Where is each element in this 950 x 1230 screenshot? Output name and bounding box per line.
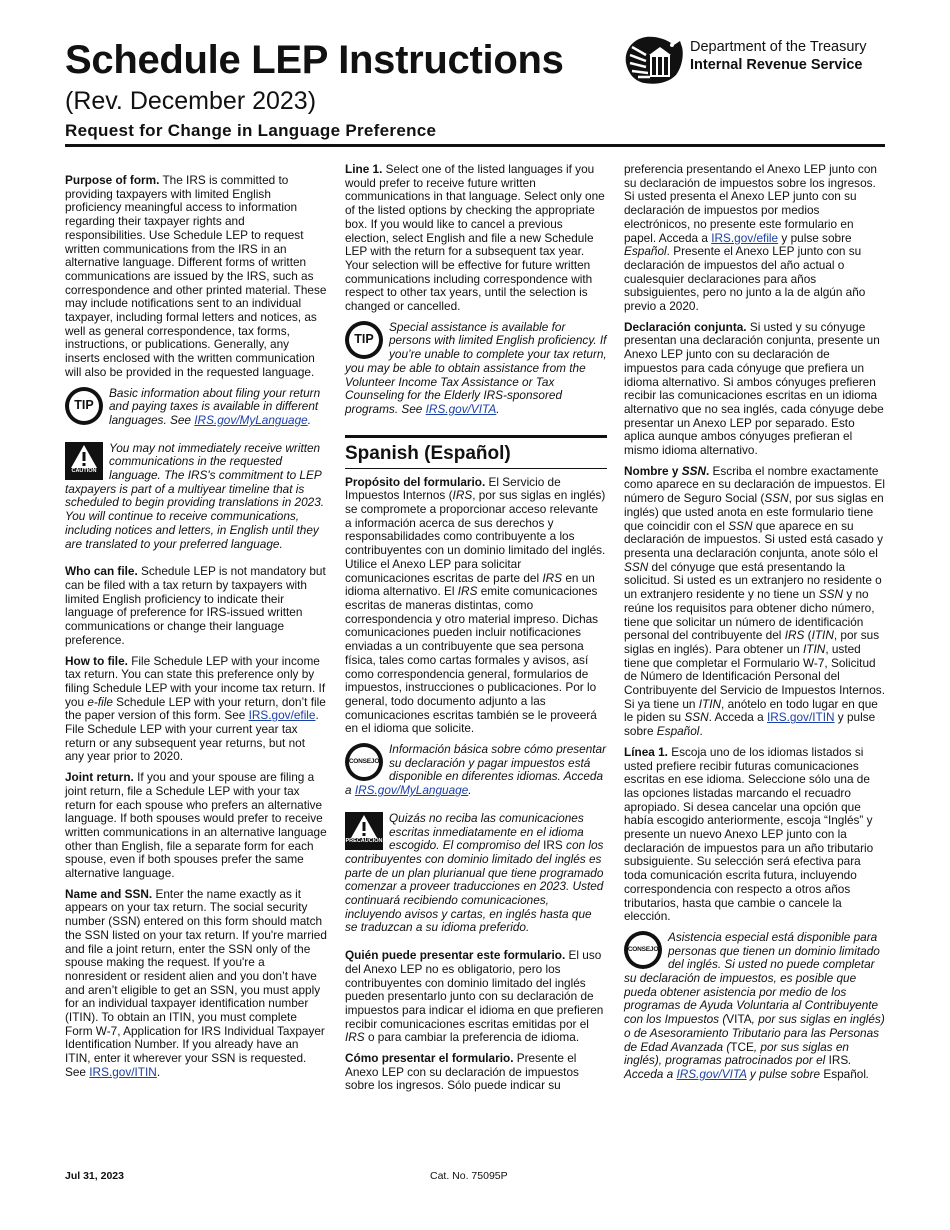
department-line-2: Internal Revenue Service [690,57,863,73]
joint-return-heading: Joint return. [65,770,134,785]
irs-term: IRS [345,1030,365,1045]
declaracion-conjunta-paragraph [624,321,886,458]
name-ssn-text: Enter the name exactly as it appears on your tax return. The social security number (SSN) entered on this form should match the SSN listed on your tax return. If you're married and file a joint return, enter the SSN only of the spouse making the request. If you're a nonresident or resident alien and you don’t have and aren’t eligible to get an SSN, you must apply for an individual taxpayer identification number (ITIN). To obtain an ITIN, you must complete Form W-7, Application for IRS Individual Taxpayer Identification Number. If you already have an ITIN, enter it wherever your SSN is requested. See [65,886,327,1079]
caution-badge-label: CAUTION [71,467,97,474]
caution-note [65,442,327,552]
espanol-term: Español [624,244,667,259]
consejo-text: Información básica sobre cómo presentar su declaración y pagar impuestos está disponible en diferentes idiomas. Acceda a [345,742,607,798]
proposito-text-4: emite comunicaciones escritas de maneras distintas, como correspondencia y otro material impreso. Dichas comunicaciones pueden incluir notificaciones enviadas a un contribuyente que sea persona física, tales como cartas formales y avisos, así como correspondencia general, formularios de impuestos, instrucciones o publicaciones. Por lo general, todo documento adjunto a las comunicaciones escritas también se le proveerá en el idioma que solicite. [345,584,599,736]
ssn-term: SSN [681,463,706,478]
purpose-text: The IRS is committed to providing taxpayers with limited English proficiency meaningful access to information regarding their taxpayer rights and responsibilities. Use Schedule LEP to request written communications from the IRS in an alternative language. Different forms of written communications are issued by the IRS, such as correspondence and other printed material. These may include notifications sent to an individual taxpayer, including formal letters and notices, as well as general correspondence, tax forms, instructions, or publications. Generally, any inserts enclosed with the written communication will also be provided in the requested language. [65,173,327,379]
consejo-icon [345,743,383,781]
itin-term: ITIN [803,641,826,656]
name-ssn-heading: Name and SSN. [65,886,153,901]
nombre-text: , por sus siglas en inglés) que usted anota en este formulario tiene que coincidir con el [624,491,884,533]
purpose-paragraph [65,174,327,380]
header-rule [65,144,885,147]
column-2 [345,163,607,1100]
consejo-badge-label: CONSEJO [349,747,379,777]
proposito-text-3: en un idioma alternativo. El [345,570,595,599]
itin-link[interactable]: IRS.gov/ITIN [89,1064,157,1079]
nombre-ssn-paragraph [624,465,886,739]
tce-term: TCE [730,1039,754,1054]
department-name [690,38,867,74]
vita-link-es[interactable]: IRS.gov/VITA [676,1067,747,1081]
how-to-file-text-2: Schedule LEP with your return, don’t file the paper version of this form. See [65,694,326,723]
itin-term: ITIN [698,696,722,711]
page-subtitle: Request for Change in Language Preference [65,121,437,140]
ssn-term: SSN [728,518,753,533]
quien-paragraph [345,949,607,1045]
linea-1-text: Escoja uno de los idiomas listados si usted prefiere recibir futuras comunicaciones escritas en ese idioma. Seleccione sólo una de las opciones listadas marcando el recuadro apropiado. Si desea cancelar una opción que había escogido anteriormente, escoja “Inglés” y presente un nuevo Anexo LEP junto con la declaración de impuestos para un año tributario subsiguiente. Su selección será efectiva para toda comunicación escrita futura, incluyendo correspondencia con respecto a otros años tributarios, hasta que cambie o cancele la elección. [624,744,874,924]
vita-link[interactable]: IRS.gov/VITA [425,401,497,416]
ssn-term: SSN [624,559,649,574]
ssn-term: SSN [764,491,789,506]
efile-link-es[interactable]: IRS.gov/efile [711,230,779,245]
spanish-heading-underline [345,468,607,469]
nombre-text: del cónyuge que está presentando la solicitud. Si usted es un extranjero no residente o un extranjero residente y no tiene un [624,559,882,602]
line-1-paragraph [345,163,607,314]
name-ssn-end: . [156,1064,161,1079]
line-1-heading: Line 1. [345,162,383,176]
irs-term: IRS [542,570,563,585]
caution-icon [65,442,103,480]
how-to-file-paragraph [65,655,327,765]
department-line-1: Department of the Treasury [690,39,867,55]
consejo-text-2: , por sus siglas en inglés) o de Asesoramiento Tributario para las Personas de Edad Avanzada ( [624,1012,885,1054]
precaucion-badge-label: PRECAUCIÓN [345,838,383,845]
nombre-text: , anótelo en todo lugar en que le piden su [624,696,878,725]
spanish-heading: Spanish (Español) [345,442,511,464]
proposito-paragraph [345,476,607,736]
como-heading: Cómo presentar el formulario. [345,1051,514,1066]
nombre-text: y no reúne los requisitos para obtener dicho número, tiene que solicitar un número de identificación personal del contribuyente del [624,587,875,643]
continuation-text-2: y pulse sobre [778,230,852,245]
who-can-file-heading: Who can file. [65,564,138,579]
consejo-text-end: . [866,1067,870,1081]
column-3 [624,163,886,1096]
tip-text: Special assistance is available for persons with limited English proficiency. If you’re unable to complete your tax return, you may be able to obtain assistance from the Volunteer Income Tax Assistance or Tax Counseling for the Elderly IRS-sponsored programs. See [345,319,607,416]
espanol-term: Español [823,1067,866,1081]
efile-link[interactable]: IRS.gov/efile [248,708,316,723]
how-to-file-heading: How to file. [65,653,128,668]
spanish-section-rule [345,435,607,438]
my-language-link[interactable]: IRS.gov/MyLanguage [194,412,308,427]
continuation-text: preferencia presentando el Anexo LEP junto con su declaración de impuestos sobre los ingresos. Si usted presenta el Anexo LEP junto con su declaración de impuestos por medios electrónicos, no presente este formulario en papel. Acceda a [624,162,877,245]
itin-term: ITIN [811,628,834,643]
itin-link-es[interactable]: IRS.gov/ITIN [766,710,835,725]
catalog-number: Cat. No. 75095P [430,1170,508,1182]
nombre-heading-end: . [705,463,710,478]
name-ssn-paragraph [65,888,327,1080]
nombre-text: , por sus siglas en inglés). Para obtener un [624,628,880,656]
nombre-text: . Acceda a [708,710,767,725]
nombre-text-end: . [699,724,703,739]
irs-term: IRS [543,838,563,853]
consejo-text: Asistencia especial está disponible para personas que tienen un dominio limitado del inglés. Si usted no puede completar su declaración de impuestos, es posible que pueda obtener asistencia por medio de los programas de Ayuda Voluntaria al Contribuyente con los Impuestos ( [624,929,880,1027]
irs-term: IRS [452,488,473,503]
joint-return-paragraph [65,771,327,881]
precaucion-icon [345,812,383,850]
consejo-note [345,743,607,798]
nombre-text: Escriba el nombre exactamente como aparece en su declaración de impuestos. El número de Seguro Social ( [624,463,885,506]
espanol-term: Español [656,724,700,739]
purpose-heading: Purpose of form. [65,173,160,187]
footer-date: Jul 31, 2023 [65,1170,124,1182]
page-title: Schedule LEP Instructions [65,38,564,82]
caution-text: You may not immediately receive written communications in the requested language. The IRS's commitment to LEP taxpayers is part of a multiyear timeline that is scheduled to begin providing translations in 2023. You will continue to receive communications, including notices and letters, in English until they are translated to your preferred language. [65,440,325,551]
precaucion-text: Quizás no reciba las comunicaciones escritas inmediatamente en el idioma escogido. El compromiso del [389,810,584,853]
quien-text: El uso del Anexo LEP no es obligatorio, pero los contribuyentes con dominio limitado del inglés pueden presentarlo junto con su declaración de impuestos para indicar el idioma en que prefieren recibir comunicaciones escritas emitidas por el [345,948,604,1031]
tip-icon [345,321,383,359]
linea-1-heading: Línea 1. [624,744,668,759]
line-1-text: Select one of the listed languages if you would prefer to receive future written communications in that language. Select only one of the listed options by checking the appropriate box. If you would like to cancel a previous election, select English and file a new Schedule LEP with the return for a subsequent tax year. Your selection will be effective for future written communications including correspondence with respect to other tax years, until the selection is changed or cancelled. [345,162,605,314]
nombre-text: , usted tiene que completar el Formulario W-7, Solicitud de Número de Identificación Personal del Contribuyente del Servicio de Impuestos Internos. Si ya tiene un [624,641,885,711]
how-to-file-text: File Schedule LEP with your income tax return. You can state this preference only by filing Schedule LEP with your income tax return. If you [65,653,326,709]
column-1 [65,174,327,1087]
irs-eagle-logo-icon [622,33,686,87]
precaucion-note [345,812,607,935]
continuation-paragraph [624,163,886,314]
tip-note-2 [345,321,607,417]
ssn-term: SSN [818,587,844,602]
como-paragraph [345,1052,607,1093]
quien-heading: Quién puede presentar este formulario. [345,948,566,963]
tip-badge-label: TIP [69,391,99,421]
proposito-text: El Servicio de Impuestos Internos ( [345,474,561,503]
continuation-text-3: . Presente el Anexo LEP junto con su declaración de impuestos del año actual o cualesquier declaraciones para años subsiguientes, pero no junto a la de algún año previo a 2020. [624,244,866,314]
nombre-ssn-heading [624,464,709,478]
consejo-text-3: , por sus siglas en inglés), programas patrocinados por el [624,1039,849,1068]
consejo-text-4: . Acceda a [624,1053,852,1081]
who-can-file-text: Schedule LEP is not mandatory but can be filed with a tax return by taxpayers with limited English proficiency to indicate their language of preference for IRS-issued written communications or change their language preference. [65,564,326,647]
tip-text-end: . [307,412,312,427]
tip-text-end: . [496,401,500,416]
tip-note [65,387,327,428]
revision-date: (Rev. December 2023) [65,87,317,115]
how-to-file-text-3: . File Schedule LEP with your current year tax return or any subsequent year returns, but not any year prior to 2020. [65,708,319,764]
irs-term: IRS [784,628,805,643]
nombre-text: y pulse sobre [624,710,876,739]
consejo-text-end: . [468,783,472,798]
my-language-link-es[interactable]: IRS.gov/MyLanguage [354,783,469,798]
linea-1-paragraph [624,746,886,924]
consejo-text-5: y pulse sobre [746,1067,824,1081]
irs-term: IRS [457,584,478,599]
tip-badge-label: TIP [349,325,379,355]
quien-text-2: o para cambiar la preferencia de idioma. [364,1030,580,1045]
consejo-note-2 [624,931,886,1082]
declaracion-conjunta-heading: Declaración conjunta. [624,319,747,334]
joint-return-text: If you and your spouse are filing a joint return, file a Schedule LEP with your tax return for each spouse who prefers an alternative language. If both spouses would prefer to receive written communications in an alternative language other than English, file a separate form for each spouse, even if both spouses prefer the same alternative language. [65,770,327,881]
proposito-text-2: , por sus siglas en inglés) se compromete a proporcionar acceso relevante a información acerca de sus derechos y responsabilidades como contribuyente a los contribuyentes con un dominio limitado del inglés. Utilice el Anexo LEP para solicitar comunicaciones escritas de parte del [345,488,606,585]
who-can-file-paragraph [65,565,327,647]
nombre-text: que aparece en su declaración de impuestos. Si usted está casado y presenta una declaración conjunta, anote sólo el [624,518,884,560]
precaucion-text-2: con los contribuyentes con dominio limitado del inglés es parte de un plan plurianual que tiene programado comenzar a proveer traducciones en 2023. Usted continuará recibiendo comunicaciones, incluyendo avisos y cartas, en inglés hasta que se traduzcan a su idioma preferido. [345,838,604,935]
nombre-text: ( [804,628,812,643]
efile-term: e-file [87,694,113,709]
ssn-term: SSN [684,710,709,725]
nombre-heading-part: Nombre y [624,463,682,478]
proposito-heading: Propósito del formulario. [345,474,486,489]
consejo-badge-label: CONSEJO [628,935,658,965]
tip-icon [65,387,103,425]
vita-term: VITA [726,1012,752,1027]
tip-text: Basic information about filing your return and paying taxes is available in different languages. See [109,385,321,427]
consejo-icon [624,931,662,969]
como-text: Presente el Anexo LEP con su declaración de impuestos sobre los ingresos. Sólo puede indicar su [345,1051,579,1093]
irs-term: IRS [828,1053,849,1068]
declaracion-conjunta-text: Si usted y su cónyuge presentan una declaración conjunta, presente un Anexo LEP junto con su declaración de impuestos para cada cónyuge que prefiera un idioma alternativo. Si ambos cónyuges prefieren recibir las comunicaciones escritas en un idioma alternativo que no sea inglés, cada cónyuge debe presentar un Anexo LEP por separado. Esto aplica aunque ambos cónyuges prefieran el mismo idioma alternativo. [624,319,884,458]
